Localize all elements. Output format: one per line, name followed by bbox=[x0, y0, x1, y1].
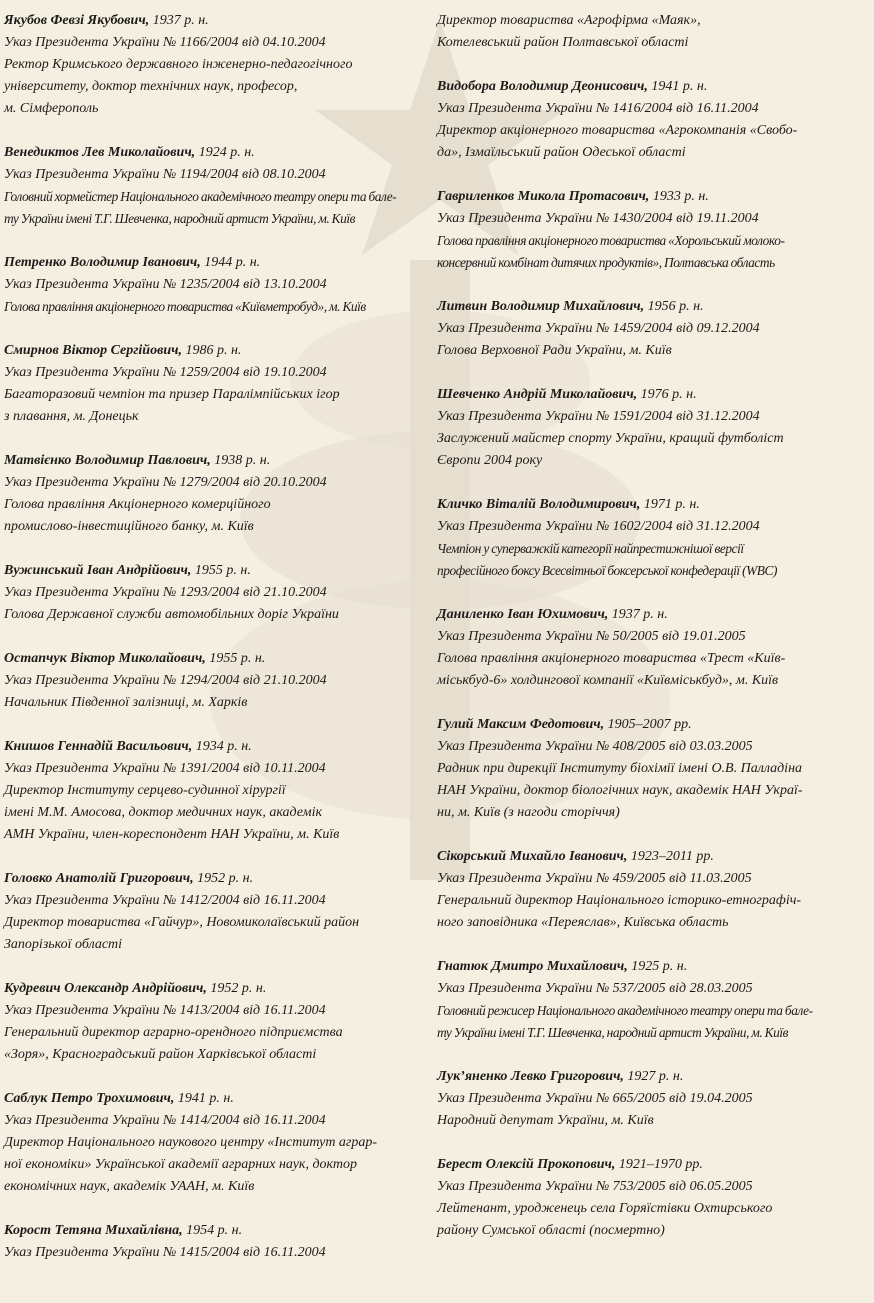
description-line: імені М.М. Амосова, доктор медичних наук, академік bbox=[4, 805, 323, 820]
description-line: ни, м. Київ (з нагоди сторіччя) bbox=[437, 805, 620, 820]
recipient-line bbox=[4, 450, 414, 472]
decree-line: Указ Президента України № 665/2005 від 19.04.2005 bbox=[437, 1091, 753, 1106]
recipient-years: 1954 р. н. bbox=[182, 1223, 243, 1238]
recipient-years: 1952 р. н. bbox=[193, 871, 254, 886]
recipient-line bbox=[437, 604, 847, 626]
description-line: Директор Національного наукового центру «Інститут аграр- bbox=[4, 1135, 378, 1150]
recipient-name: Книшов Геннадій Васильович, bbox=[4, 739, 193, 754]
recipient-years: 1986 р. н. bbox=[181, 343, 242, 358]
right-column bbox=[437, 10, 847, 1242]
recipient-line bbox=[4, 142, 414, 164]
award-entry bbox=[437, 10, 847, 54]
recipient-name: Литвин Володимир Михайлович, bbox=[437, 299, 645, 314]
decree-line: Указ Президента України № 459/2005 від 11.03.2005 bbox=[437, 871, 752, 886]
recipient-years: 1955 р. н. bbox=[191, 563, 251, 578]
award-entry bbox=[437, 296, 847, 362]
description-line: Директор товариства «Гайчур», Новомиколаївський район bbox=[4, 915, 360, 930]
recipient-line bbox=[4, 736, 414, 758]
description-line: Європи 2004 року bbox=[437, 453, 543, 468]
description-line: ного заповідника «Переяслав», Київська область bbox=[437, 915, 729, 930]
recipient-years: 1921–1970 рр. bbox=[615, 1157, 703, 1172]
recipient-years: 1971 р. н. bbox=[640, 497, 700, 512]
decree-line: Указ Президента України № 1414/2004 від 16.11.2004 bbox=[4, 1113, 326, 1128]
recipient-line bbox=[437, 384, 847, 406]
recipient-years: 1938 р. н. bbox=[210, 453, 271, 468]
recipient-line bbox=[437, 186, 847, 208]
award-entry bbox=[437, 76, 847, 164]
recipient-name: Матвієнко Володимир Павлович, bbox=[4, 453, 211, 468]
recipient-name: Сікорський Михайло Іванович, bbox=[437, 849, 628, 864]
recipient-name: Короcт Тетяна Михайлівна, bbox=[4, 1223, 183, 1238]
description-line: промислово-інвестиційного банку, м. Київ bbox=[4, 519, 254, 534]
recipient-line bbox=[4, 648, 414, 670]
award-entry bbox=[4, 1220, 414, 1264]
description-line: університету, доктор технічних наук, професор, bbox=[4, 79, 298, 94]
description-line: Радник при дирекції Інституту біохімії імені О.В. Палладіна bbox=[437, 761, 803, 776]
description-line: Народний депутат України, м. Київ bbox=[437, 1113, 654, 1128]
description-line: Голова правління акціонерного товариства «Трест «Київ- bbox=[437, 651, 786, 666]
award-entry bbox=[437, 1066, 847, 1132]
description-line: Директор товариства «Агрофірма «Маяк», bbox=[437, 13, 701, 28]
description-line: АМН України, член-кореспондент НАН України, м. Київ bbox=[4, 827, 340, 842]
description-line: економічних наук, академік УААН, м. Київ bbox=[4, 1179, 255, 1194]
left-column bbox=[4, 10, 414, 1264]
recipient-name: Лук’яненко Левко Григорович, bbox=[437, 1069, 624, 1084]
decree-line: Указ Президента України № 408/2005 від 03.03.2005 bbox=[437, 739, 753, 754]
recipient-line bbox=[437, 956, 847, 978]
recipient-line bbox=[4, 868, 414, 890]
description-line: Багаторазовий чемпіон та призер Паралімпійських ігор bbox=[4, 387, 340, 402]
description-line: консервний комбінат дитячих продуктів», Полтавська область bbox=[437, 255, 775, 270]
description-line: Генеральний директор Національного історико-етнографіч- bbox=[437, 893, 802, 908]
decree-line: Указ Президента України № 50/2005 від 19.01.2005 bbox=[437, 629, 746, 644]
recipient-years: 1934 р. н. bbox=[192, 739, 252, 754]
recipient-line bbox=[437, 1154, 847, 1176]
description-line: Директор Інституту серцево-судинної хірургії bbox=[4, 783, 286, 798]
description-line: Голова правління акціонерного товариства «Київметробуд», м. Київ bbox=[4, 299, 366, 314]
recipient-years: 1956 р. н. bbox=[644, 299, 704, 314]
recipient-line bbox=[4, 978, 414, 1000]
recipient-line bbox=[437, 714, 847, 736]
recipient-years: 1924 р. н. bbox=[195, 145, 255, 160]
decree-line: Указ Президента України № 1293/2004 від 21.10.2004 bbox=[4, 585, 327, 600]
decree-line: Указ Президента України № 1391/2004 від 10.11.2004 bbox=[4, 761, 326, 776]
recipient-name: Кличко Віталій Володимирович, bbox=[437, 497, 641, 512]
award-entry bbox=[4, 868, 414, 956]
description-line: Начальник Південної залізниці, м. Харків bbox=[4, 695, 248, 710]
award-entry bbox=[4, 252, 414, 318]
recipient-name: Шевченко Андрій Миколайович, bbox=[437, 387, 638, 402]
award-entry bbox=[4, 142, 414, 230]
recipient-name: Головко Анатолій Григорович, bbox=[4, 871, 194, 886]
decree-line: Указ Президента України № 537/2005 від 28.03.2005 bbox=[437, 981, 753, 996]
recipient-name: Петренко Володимир Іванович, bbox=[4, 255, 201, 270]
decree-line: Указ Президента України № 1459/2004 від 09.12.2004 bbox=[437, 321, 760, 336]
decree-line: Указ Президента України № 1166/2004 від 04.10.2004 bbox=[4, 35, 326, 50]
decree-line: Указ Президента України № 1412/2004 від 16.11.2004 bbox=[4, 893, 326, 908]
recipient-name: Гулий Максим Федотович, bbox=[437, 717, 605, 732]
award-entry bbox=[437, 604, 847, 692]
decree-line: Указ Президента України № 1413/2004 від 16.11.2004 bbox=[4, 1003, 326, 1018]
description-line: Заслужений майстер спорту України, кращий футболіст bbox=[437, 431, 784, 446]
recipient-years: 1941 р. н. bbox=[174, 1091, 234, 1106]
recipient-years: 1925 р. н. bbox=[627, 959, 688, 974]
award-entry bbox=[4, 978, 414, 1066]
award-entry bbox=[4, 10, 414, 120]
description-line: району Сумської області (посмертно) bbox=[437, 1223, 665, 1238]
decree-line: Указ Президента України № 1430/2004 від 19.11.2004 bbox=[437, 211, 759, 226]
recipient-name: Остапчук Віктор Миколайович, bbox=[4, 651, 206, 666]
recipient-years: 1955 р. н. bbox=[205, 651, 266, 666]
description-line: да», Ізмаїльський район Одеської області bbox=[437, 145, 686, 160]
description-line: міськбуд-6» холдингової компанії «Київміськбуд», м. Київ bbox=[437, 673, 779, 688]
award-entry bbox=[4, 736, 414, 846]
award-entry bbox=[437, 384, 847, 472]
recipient-years: 1941 р. н. bbox=[647, 79, 708, 94]
description-line: НАН України, доктор біологічних наук, академік НАН Украї- bbox=[437, 783, 803, 798]
recipient-name: Гнатюк Дмитро Михайлович, bbox=[437, 959, 628, 974]
description-line: Лейтенант, уродженець села Горяїстівки Охтирського bbox=[437, 1201, 773, 1216]
recipient-name: Смирнов Віктор Сергійович, bbox=[4, 343, 182, 358]
recipient-name: Даниленко Іван Юхимович, bbox=[437, 607, 609, 622]
recipient-name: Якубов Февзі Якубович, bbox=[4, 13, 150, 28]
award-entry bbox=[4, 340, 414, 428]
description-line: Котелевський район Полтавської області bbox=[437, 35, 689, 50]
recipient-years: 1923–2011 рр. bbox=[627, 849, 714, 864]
recipient-line bbox=[4, 340, 414, 362]
award-entry bbox=[437, 846, 847, 934]
recipient-line bbox=[4, 1220, 414, 1242]
recipient-line bbox=[4, 560, 414, 582]
recipient-line bbox=[437, 1066, 847, 1088]
decree-line: Указ Президента України № 1294/2004 від 21.10.2004 bbox=[4, 673, 327, 688]
recipient-years: 1952 р. н. bbox=[206, 981, 267, 996]
decree-line: Указ Президента України № 1591/2004 від 31.12.2004 bbox=[437, 409, 760, 424]
description-line: Чемпіон у суперважкій категорії найпрестижнішої версії bbox=[437, 541, 744, 556]
recipient-line bbox=[4, 1088, 414, 1110]
award-entry bbox=[4, 450, 414, 538]
recipient-name: Видобора Володимир Деонисович, bbox=[437, 79, 648, 94]
recipient-name: Вужинський Іван Андрійович, bbox=[4, 563, 192, 578]
description-line: Генеральний директор аграрно-орендного підприємства bbox=[4, 1025, 343, 1040]
description-line: Голова Верховної Ради України, м. Київ bbox=[437, 343, 672, 358]
recipient-years: 1976 р. н. bbox=[637, 387, 697, 402]
description-line: Голова Державної служби автомобільних доріг України bbox=[4, 607, 339, 622]
decree-line: Указ Президента України № 1415/2004 від 16.11.2004 bbox=[4, 1245, 326, 1260]
recipient-years: 1933 р. н. bbox=[649, 189, 709, 204]
decree-line: Указ Президента України № 1235/2004 від 13.10.2004 bbox=[4, 277, 327, 292]
recipient-line bbox=[437, 296, 847, 318]
recipient-line bbox=[4, 10, 414, 32]
recipient-name: Гавриленков Микола Протасович, bbox=[437, 189, 650, 204]
recipient-years: 1944 р. н. bbox=[200, 255, 261, 270]
award-entry bbox=[437, 494, 847, 582]
description-line: Головний хормейстер Національного академічного театру опери та бале- bbox=[4, 189, 397, 204]
recipient-name: Кудревич Олександр Андрійович, bbox=[4, 981, 207, 996]
description-line: Ректор Кримського державного інженерно-педагогічного bbox=[4, 57, 353, 72]
description-line: Голова правління акціонерного товариства «Хорольський молоко- bbox=[437, 233, 785, 248]
description-line: ту України імені Т.Г. Шевченка, народний артист України, м. Київ bbox=[4, 211, 355, 226]
recipient-years: 1905–2007 рр. bbox=[604, 717, 692, 732]
recipient-years: 1937 р. н. bbox=[608, 607, 668, 622]
description-line: з плавання, м. Донецьк bbox=[4, 409, 139, 424]
description-line: ту України імені Т.Г. Шевченка, народний артист України, м. Київ bbox=[437, 1025, 788, 1040]
award-entry bbox=[4, 1088, 414, 1198]
award-entry bbox=[437, 1154, 847, 1242]
description-line: м. Сімферополь bbox=[4, 101, 99, 116]
decree-line: Указ Президента України № 1602/2004 від 31.12.2004 bbox=[437, 519, 760, 534]
award-entry bbox=[437, 186, 847, 274]
award-entry bbox=[437, 714, 847, 824]
description-line: Головний режисер Національного академічного театру опери та бале- bbox=[437, 1003, 813, 1018]
recipient-name: Саблук Петро Трохимович, bbox=[4, 1091, 175, 1106]
recipient-line bbox=[437, 846, 847, 868]
decree-line: Указ Президента України № 1194/2004 від 08.10.2004 bbox=[4, 167, 326, 182]
recipient-line bbox=[437, 494, 847, 516]
award-entry bbox=[4, 560, 414, 626]
recipient-line bbox=[4, 252, 414, 274]
decree-line: Указ Президента України № 1279/2004 від 20.10.2004 bbox=[4, 475, 327, 490]
description-line: Запорізької області bbox=[4, 937, 123, 952]
award-entry bbox=[4, 648, 414, 714]
recipient-years: 1937 р. н. bbox=[149, 13, 209, 28]
decree-line: Указ Президента України № 753/2005 від 06.05.2005 bbox=[437, 1179, 753, 1194]
award-entry bbox=[437, 956, 847, 1044]
recipient-line bbox=[437, 76, 847, 98]
recipient-years: 1927 р. н. bbox=[623, 1069, 684, 1084]
decree-line: Указ Президента України № 1416/2004 від 16.11.2004 bbox=[437, 101, 759, 116]
recipient-name: Венедиктов Лев Миколайович, bbox=[4, 145, 196, 160]
recipient-name: Берест Олексій Прокопович, bbox=[437, 1157, 616, 1172]
description-line: професійного боксу Всесвітньої боксерської конфедерації (WBC) bbox=[437, 563, 777, 578]
decree-line: Указ Президента України № 1259/2004 від 19.10.2004 bbox=[4, 365, 327, 380]
description-line: «Зоря», Красноградський район Харківської області bbox=[4, 1047, 317, 1062]
description-line: Голова правління Акціонерного комерційного bbox=[4, 497, 271, 512]
description-line: Директор акціонерного товариства «Агрокомпанія «Свобо- bbox=[437, 123, 798, 138]
description-line: ної економіки» Української академії аграрних наук, доктор bbox=[4, 1157, 358, 1172]
